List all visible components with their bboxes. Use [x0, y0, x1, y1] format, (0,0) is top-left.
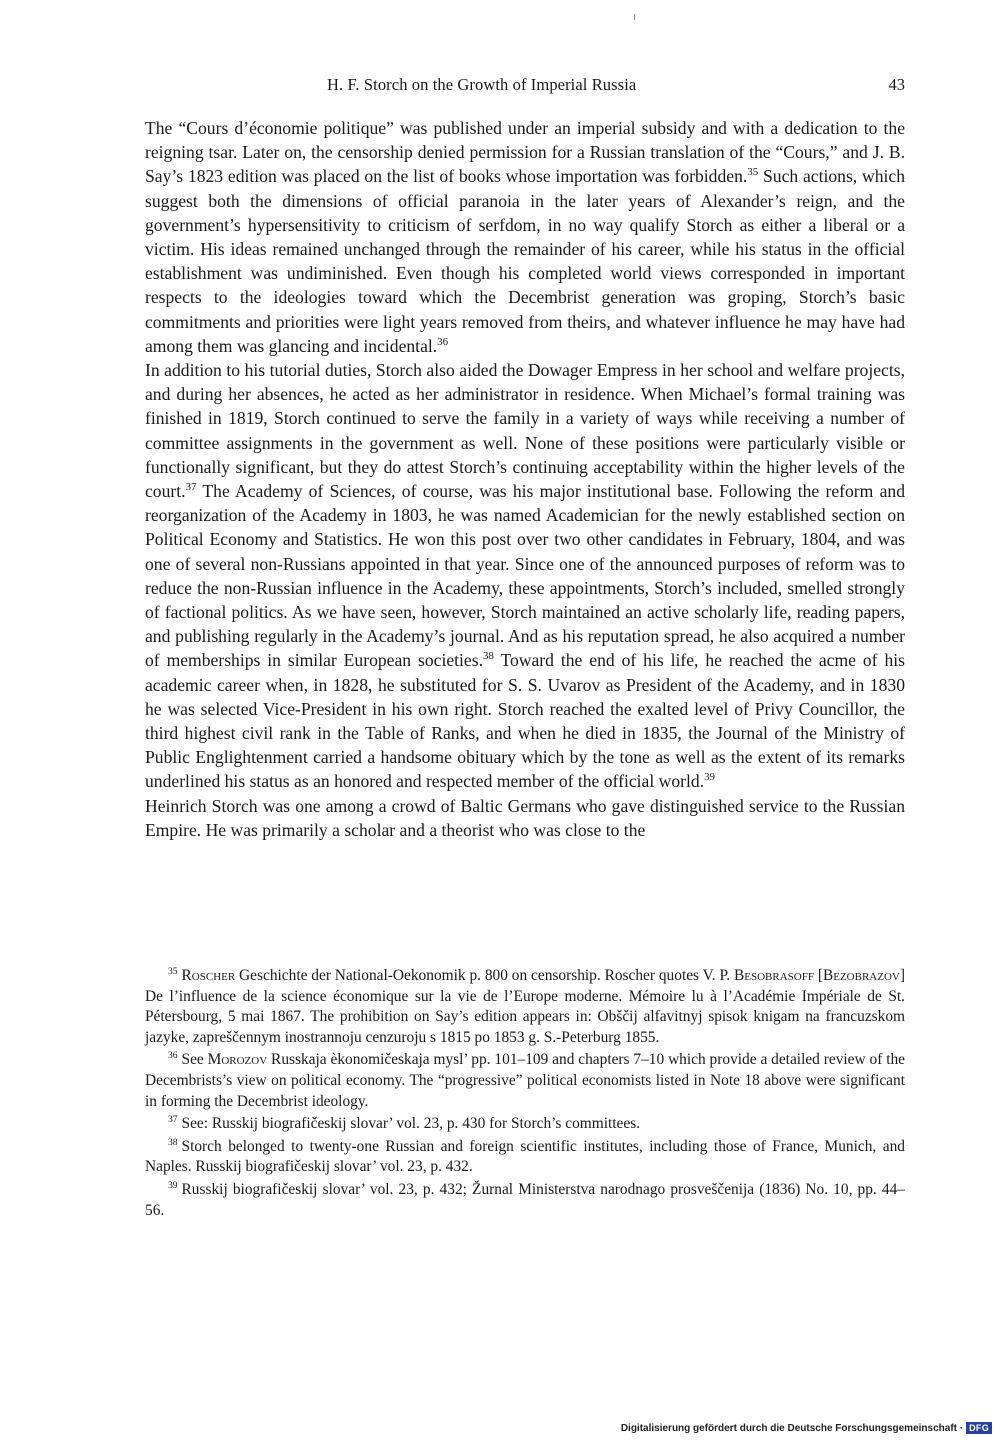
footnote-text: See: Russkij biografičeskij slovar’ vol. 23, p. 430 for Storch’s committees.	[181, 1115, 641, 1133]
footnote-number: 37	[168, 1114, 178, 1126]
paragraph-2	[145, 358, 905, 794]
footnote-text: ] De l’influence de la science économique sur la vie de l’Europe moderne. Mémoire lu à l’Académie Impériale de St. Pétersbourg, 5 mai 1867. The prohibition on Say’s edition appears in: Obščij alfavitnyj spisok knigam na francuzskom jazyke, zapreščennym inostrannoju cenzuroju s 1815 po 1853 g. S.-Peterburg 1855.	[145, 967, 905, 1046]
footnote-text: Geschichte der National-Oekonomik p. 800 on censorship. Roscher quotes V. P.	[235, 967, 735, 984]
footnote-text: See	[181, 1051, 208, 1069]
footnote-39	[145, 1180, 905, 1221]
paragraph-2-text-a: In addition to his tutorial duties, Storch also aided the Dowager Empress in her school and welfare projects, and during her absences, he acted as her administrator in residence. When Michael’s formal training was finished in 1819, Storch continued to serve the family in a variety of ways while receiving a number of committee assignments in the government as well. None of these positions were particularly visible or functionally significant, but they do attest Storch’s continuing acceptability within the higher levels of the court.	[145, 360, 905, 502]
author-name: Besobrasoff	[734, 967, 814, 984]
footnote-35	[145, 966, 905, 1048]
author-name: Bezobrazov	[822, 967, 900, 984]
footnote-text: Russkaja èkonomičeskaja mysl’ pp. 101–109 and chapters 7–10 which provide a detailed review of the Decembrists’s view on political economy. The “progressive” political economists listed in Note 18 above were significant in forming the Decembrist ideology.	[145, 1051, 905, 1110]
footnote-37	[145, 1114, 905, 1135]
paragraph-1	[145, 116, 905, 358]
paragraph-3: Heinrich Storch was one among a crowd of Baltic Germans who gave distinguished service to the Russian Empire. He was primarily a scholar and a theorist who was close to the	[145, 795, 905, 840]
dfg-logo-icon: DFG	[966, 1422, 992, 1434]
scan-artifact	[634, 14, 635, 20]
paragraph-1-text-a: The “Cours d’économie politique” was published under an imperial subsidy and with a dedication to the reigning tsar. Later on, the censorship denied permission for a Russian translation of the “Cours,” and J. B. Say’s 1823 edition was placed on the list of books whose importation was forbidden.	[145, 118, 905, 187]
footnote-number: 36	[168, 1050, 178, 1062]
footnote-text: Russkij biografičeskij slovar’ vol. 23, p. 432; Žurnal Ministerstva narodnago prosveščenija (1836) No. 10, pp. 44–56.	[145, 1180, 905, 1219]
note-ref-35: 35	[747, 166, 759, 179]
author-name: Morozov	[207, 1051, 268, 1069]
running-header	[145, 75, 905, 99]
author-name: Roscher	[181, 967, 236, 984]
running-title: H. F. Storch on the Growth of Imperial Russia	[327, 75, 637, 94]
footnotes	[145, 966, 905, 1223]
footnote-number: 38	[168, 1136, 178, 1148]
digitization-credit	[621, 1420, 992, 1436]
paragraph-2-text-c: Toward the end of his life, he reached the acme of his academic career when, in 1828, he substituted for S. S. Uvarov as President of the Academy, and in 1830 he was selected Vice-President in his own right. Storch reached the exalted level of Privy Councillor, the third highest civil rank in the Table of Ranks, and when he died in 1835, the Journal of the Ministry of Public Englightenment carried a handsome obituary which by the tone as well as the extent of its remarks underlined his status as an honored and respected member of the official world.	[145, 650, 905, 792]
credit-text: Digitalisierung gefördert durch die Deutsche Forschungsgemeinschaft ·	[620, 1422, 964, 1434]
footnote-number: 35	[168, 965, 178, 977]
page-number: 43	[888, 75, 905, 94]
paragraph-2-text-b: The Academy of Sciences, of course, was his major institutional base. Following the reform and reorganization of the Academy in 1803, he was named Academician for the newly established section on Political Economy and Statistics. He won this post over two other candidates in February, 1804, and was one of several non-Russians appointed in that year. Since one of the announced purposes of reform was to reduce the non-Russian influence in the Academy, these appointments, Storch’s included, smelled strongly of factional politics. As we have seen, however, Storch maintained an active scholarly life, reading papers, and publishing regularly in the Academy’s journal. And as his reputation spread, he also acquired a number of memberships in similar European societies.	[145, 481, 905, 671]
footnote-38	[145, 1137, 905, 1178]
paragraph-1-text-b: Such actions, which suggest both the dimensions of official paranoia in the later years of Alexander’s reign, and the government’s hypersensitivity to criticism of serfdom, in no way qualify Storch as either a liberal or a victim. His ideas remained unchanged through the remainder of his career, while his status in the official establishment was undiminished. Even though his completed world views corresponded in important respects to the ideologies toward which the Decembrist generation was groping, Storch’s basic commitments and priorities were light years removed from theirs, and whatever influence he may have had among them was glancing and incidental.	[145, 166, 905, 356]
footnote-text: Storch belonged to twenty-one Russian and foreign scientific institutes, including those of France, Munich, and Naples. Russkij biografičeskij slovar’ vol. 23, p. 432.	[145, 1137, 905, 1176]
footnote-text: [	[813, 967, 823, 984]
footnote-number: 39	[168, 1179, 178, 1191]
footnote-36	[145, 1050, 905, 1112]
note-ref-39: 39	[704, 771, 715, 784]
note-ref-36: 36	[437, 335, 449, 348]
main-text	[145, 116, 905, 842]
note-ref-38: 38	[482, 650, 494, 663]
note-ref-37: 37	[185, 481, 197, 494]
